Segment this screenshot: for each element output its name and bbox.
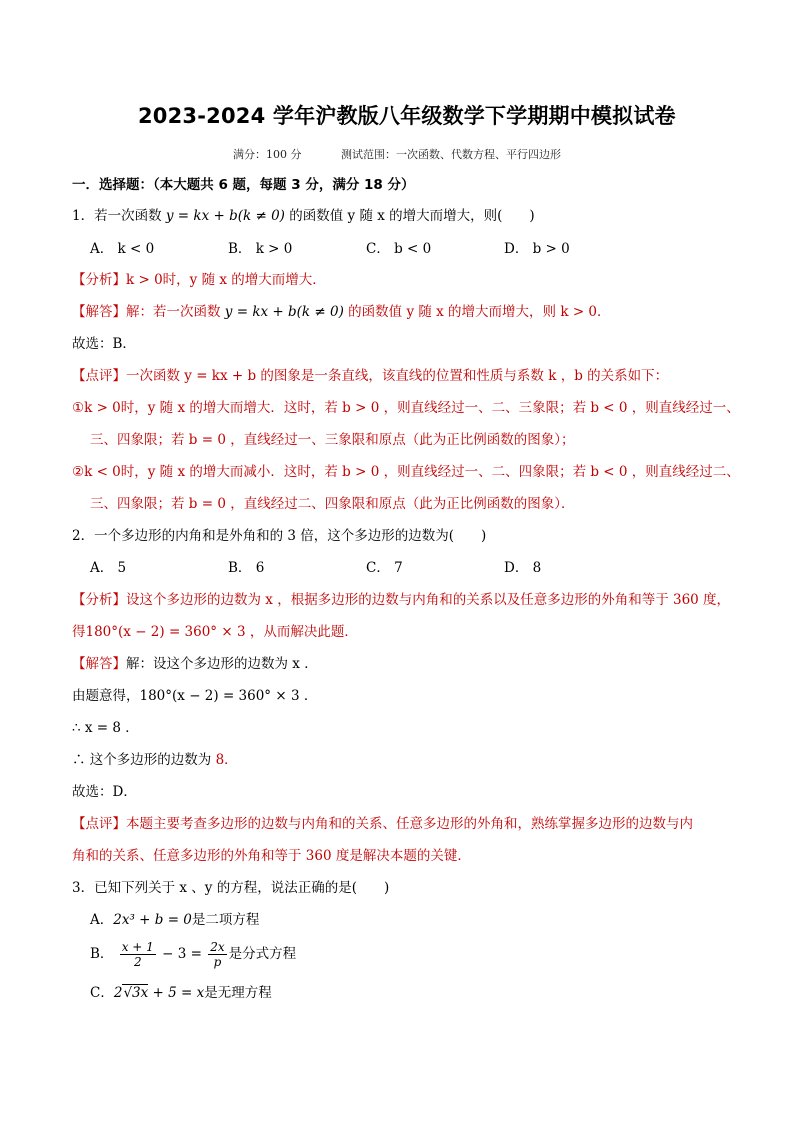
q2-option-b: B． 6: [228, 560, 265, 576]
q1-comment-case1-line1: ①k > 0时，y 随 x 的增大而增大．这时，若 b > 0 ，则直线经过一、二、三象限；若 b < 0 ，则直线经过一、: [72, 400, 740, 416]
answer-tag: 【解答】: [72, 656, 126, 672]
test-scope: 测试范围：一次函数、代数方程、平行四边形: [341, 148, 561, 161]
q3-fraction-2-num: 2x: [210, 940, 225, 954]
q1-answer-text-2: 的函数值 y 随 x 的增大而增大，则 k > 0．: [343, 304, 611, 320]
analysis-tag: 【分析】: [72, 272, 126, 288]
q1-option-c: C． b < 0: [366, 241, 432, 257]
q2-options: [90, 559, 642, 577]
comment-tag: 【点评】: [72, 368, 126, 384]
q3-fraction-2-den: p: [213, 955, 222, 969]
q3-option-b-mid: − 3 =: [157, 946, 207, 962]
q2-option-c: C． 7: [366, 560, 403, 576]
q1-comment-case1-line2: 三、四象限；若 b = 0 ，直线经过一、三象限和原点（此为正比例函数的图象）；: [90, 432, 575, 448]
q3-fraction-1-num: x + 1: [121, 940, 154, 954]
q2-step3-value: 8．: [215, 752, 238, 768]
section-heading: 一．选择题：（本大题共 6 题，每题 3 分，满分 18 分）: [72, 177, 415, 193]
q2-option-d: D． 8: [504, 560, 542, 576]
q1-choice: 故选：B．: [72, 336, 136, 352]
q2-option-a: A． 5: [90, 560, 127, 576]
q2-step3: [72, 751, 238, 769]
q1-stem-text-2: 的函数值 y 随 x 的增大而增大，则( ): [284, 208, 535, 224]
q3-option-c-text: 是无理方程: [204, 985, 272, 1001]
q3-option-b: [90, 938, 296, 970]
q3-option-a-text: 是二项方程: [191, 912, 260, 928]
q2-step1: 由题意得，180°(x − 2) = 360° × 3 ．: [72, 688, 318, 704]
q1-comment: [72, 367, 668, 385]
q3-option-c-post: + 5 = x: [148, 985, 205, 1001]
q3-option-b-label: B．: [90, 946, 114, 962]
q1-stem-text: 1．若一次函数: [72, 208, 166, 224]
q2-analysis-line2: 得180°(x − 2) = 360° × 3 ，从而解决此题．: [72, 624, 358, 640]
comment-tag: 【点评】: [72, 816, 126, 832]
q3-option-a: [90, 911, 259, 929]
q3-stem: 3．已知下列关于 x 、y 的方程，说法正确的是( ): [72, 880, 390, 896]
q3-option-c-sqrt: √3x: [123, 985, 149, 1001]
q3-fraction-1: [120, 940, 156, 969]
q1-stem-expr: y = kx + b(k ≠ 0): [165, 208, 285, 224]
q3-fraction-2: [208, 940, 226, 969]
q1-answer: [72, 303, 611, 321]
analysis-tag: 【分析】: [72, 592, 126, 608]
q1-comment-intro: 一次函数 y = kx + b 的图象是一条直线，该直线的位置和性质与系数 k ，b 的关系如下：: [126, 368, 669, 384]
q1-comment-case2-line1: ②k < 0时，y 随 x 的增大而减小．这时，若 b > 0 ，则直线经过一、二、四象限；若 b < 0 ，则直线经过二、: [72, 464, 740, 480]
q2-analysis: [72, 591, 730, 609]
q2-comment-line2: 角和的关系、任意多边形的外角和等于 360 度是解决本题的关键．: [72, 848, 471, 864]
page-title: 2023-2024 学年沪教版八年级数学下学期期中模拟试卷: [138, 104, 676, 128]
q1-answer-expr: y = kx + b(k ≠ 0): [224, 304, 344, 320]
q3-option-c-label: C．: [90, 985, 114, 1001]
q1-option-b: B． k > 0: [228, 241, 293, 257]
q3-option-b-text: 是分式方程: [228, 946, 297, 962]
q1-analysis-text: k > 0时，y 随 x 的增大而增大．: [126, 272, 326, 288]
q1-options: [90, 240, 642, 258]
q2-step3-text: ∴ 这个多边形的边数为: [72, 752, 216, 768]
q2-step2: ∴ x = 8 ．: [72, 720, 139, 736]
q1-comment-case2-line2: 三、四象限；若 b = 0 ，直线经过二、四象限和原点（此为正比例函数的图象）．: [90, 496, 575, 512]
q1-option-d: D． b > 0: [504, 241, 570, 257]
q2-comment: [72, 815, 693, 833]
q1-option-a: A． k < 0: [90, 241, 155, 257]
full-score: 满分：100 分: [233, 148, 302, 161]
q3-option-a-label: A．: [90, 912, 114, 928]
q2-stem: 2．一个多边形的内角和是外角和的 3 倍，这个多边形的边数为( ): [72, 528, 487, 544]
q2-choice: 故选：D．: [72, 784, 137, 800]
q1-analysis: [72, 271, 326, 289]
q3-fraction-1-den: 2: [133, 955, 142, 969]
q1-stem: [72, 207, 535, 225]
q2-answer: [72, 655, 318, 673]
q3-option-a-expr: 2x³ + b = 0: [113, 912, 192, 928]
q1-answer-text: 解：若一次函数: [126, 304, 225, 320]
q2-analysis-line1: 设这个多边形的边数为 x ，根据多边形的边数与内角和的关系以及任意多边形的外角和等于 360 度，: [126, 592, 731, 608]
answer-tag: 【解答】: [72, 304, 126, 320]
q3-option-c-pre: 2: [113, 985, 123, 1001]
q2-comment-line1: 本题主要考查多边形的边数与内角和的关系、任意多边形的外角和，熟练掌握多边形的边数与内: [126, 816, 693, 832]
exam-meta: [0, 146, 794, 162]
q3-option-c: [90, 984, 272, 1002]
q2-answer-text: 解：设这个多边形的边数为 x ．: [126, 656, 318, 672]
